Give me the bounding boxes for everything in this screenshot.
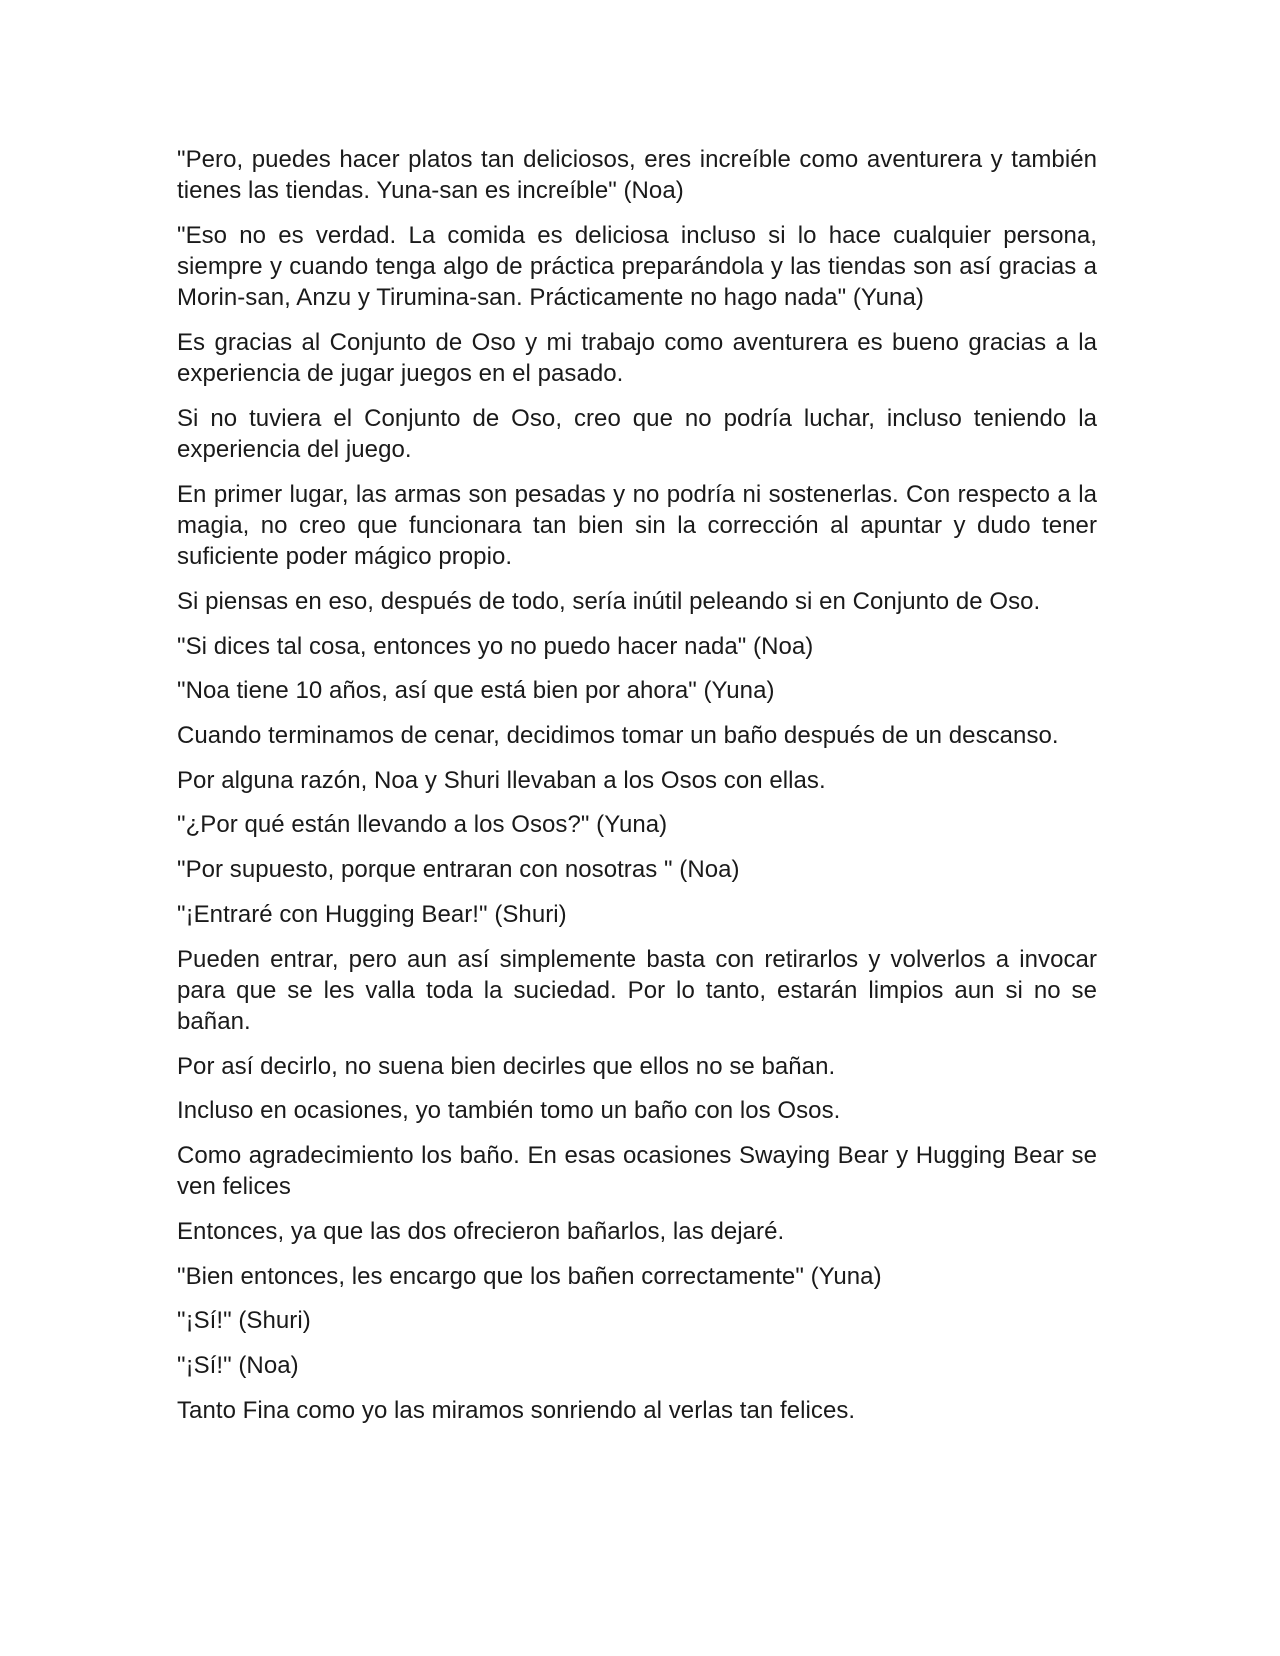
paragraph: "Bien entonces, les encargo que los bañen correctamente" (Yuna) <box>177 1262 882 1290</box>
paragraph: Incluso en ocasiones, yo también tomo un baño con los Osos. <box>177 1097 841 1125</box>
paragraph: "Si dices tal cosa, entonces yo no puedo hacer nada" (Noa) <box>177 632 814 660</box>
paragraph: Entonces, ya que las dos ofrecieron bañarlos, las dejaré. <box>177 1217 785 1245</box>
paragraph: "Eso no es verdad. La comida es deliciosa incluso si lo hace cualquier persona, siempre y cuando tenga algo de práctica preparándola y las tiendas son así gracias a Morin-san, Anzu y Tirumina-san. Prácticamente no hago nada" (Yuna) <box>177 221 1097 312</box>
paragraph: Por así decirlo, no suena bien decirles que ellos no se bañan. <box>177 1052 836 1080</box>
paragraph: Si no tuviera el Conjunto de Oso, creo que no podría luchar, incluso teniendo la experiencia del juego. <box>177 404 1097 464</box>
paragraph: Si piensas en eso, después de todo, sería inútil peleando si en Conjunto de Oso. <box>177 587 1041 615</box>
paragraph: Cuando terminamos de cenar, decidimos tomar un baño después de un descanso. <box>177 722 1059 750</box>
paragraph: "¡Sí!" (Shuri) <box>177 1307 311 1335</box>
paragraph: En primer lugar, las armas son pesadas y no podría ni sostenerlas. Con respecto a la magia, no creo que funcionara tan bien sin la corrección al apuntar y dudo tener suficiente poder mágico propio. <box>177 480 1097 571</box>
paragraph: "¿Por qué están llevando a los Osos?" (Yuna) <box>177 811 668 839</box>
paragraph: "Pero, puedes hacer platos tan deliciosos, eres increíble como aventurera y también tienes las tiendas. Yuna-san es increíble" (Noa) <box>177 146 1097 205</box>
paragraph: "Noa tiene 10 años, así que está bien por ahora" (Yuna) <box>177 677 775 705</box>
paragraph: Tanto Fina como yo las miramos sonriendo al verlas tan felices. <box>177 1396 856 1424</box>
paragraph: "Por supuesto, porque entraran con nosotras " (Noa) <box>177 856 740 884</box>
paragraph: Pueden entrar, pero aun así simplemente basta con retirarlos y volverlos a invocar para que se les valla toda la suciedad. Por lo tanto, estarán limpios aun si no se bañan. <box>177 945 1097 1035</box>
paragraph: Es gracias al Conjunto de Oso y mi trabajo como aventurera es bueno gracias a la experiencia de jugar juegos en el pasado. <box>177 329 1097 388</box>
paragraph: "¡Sí!" (Noa) <box>177 1352 299 1380</box>
paragraph: Como agradecimiento los baño. En esas ocasiones Swaying Bear y Hugging Bear se ven felices <box>177 1142 1097 1201</box>
document-body <box>177 144 1097 1440</box>
paragraph: Por alguna razón, Noa y Shuri llevaban a los Osos con ellas. <box>177 766 826 794</box>
paragraph: "¡Entraré con Hugging Bear!" (Shuri) <box>177 900 567 928</box>
